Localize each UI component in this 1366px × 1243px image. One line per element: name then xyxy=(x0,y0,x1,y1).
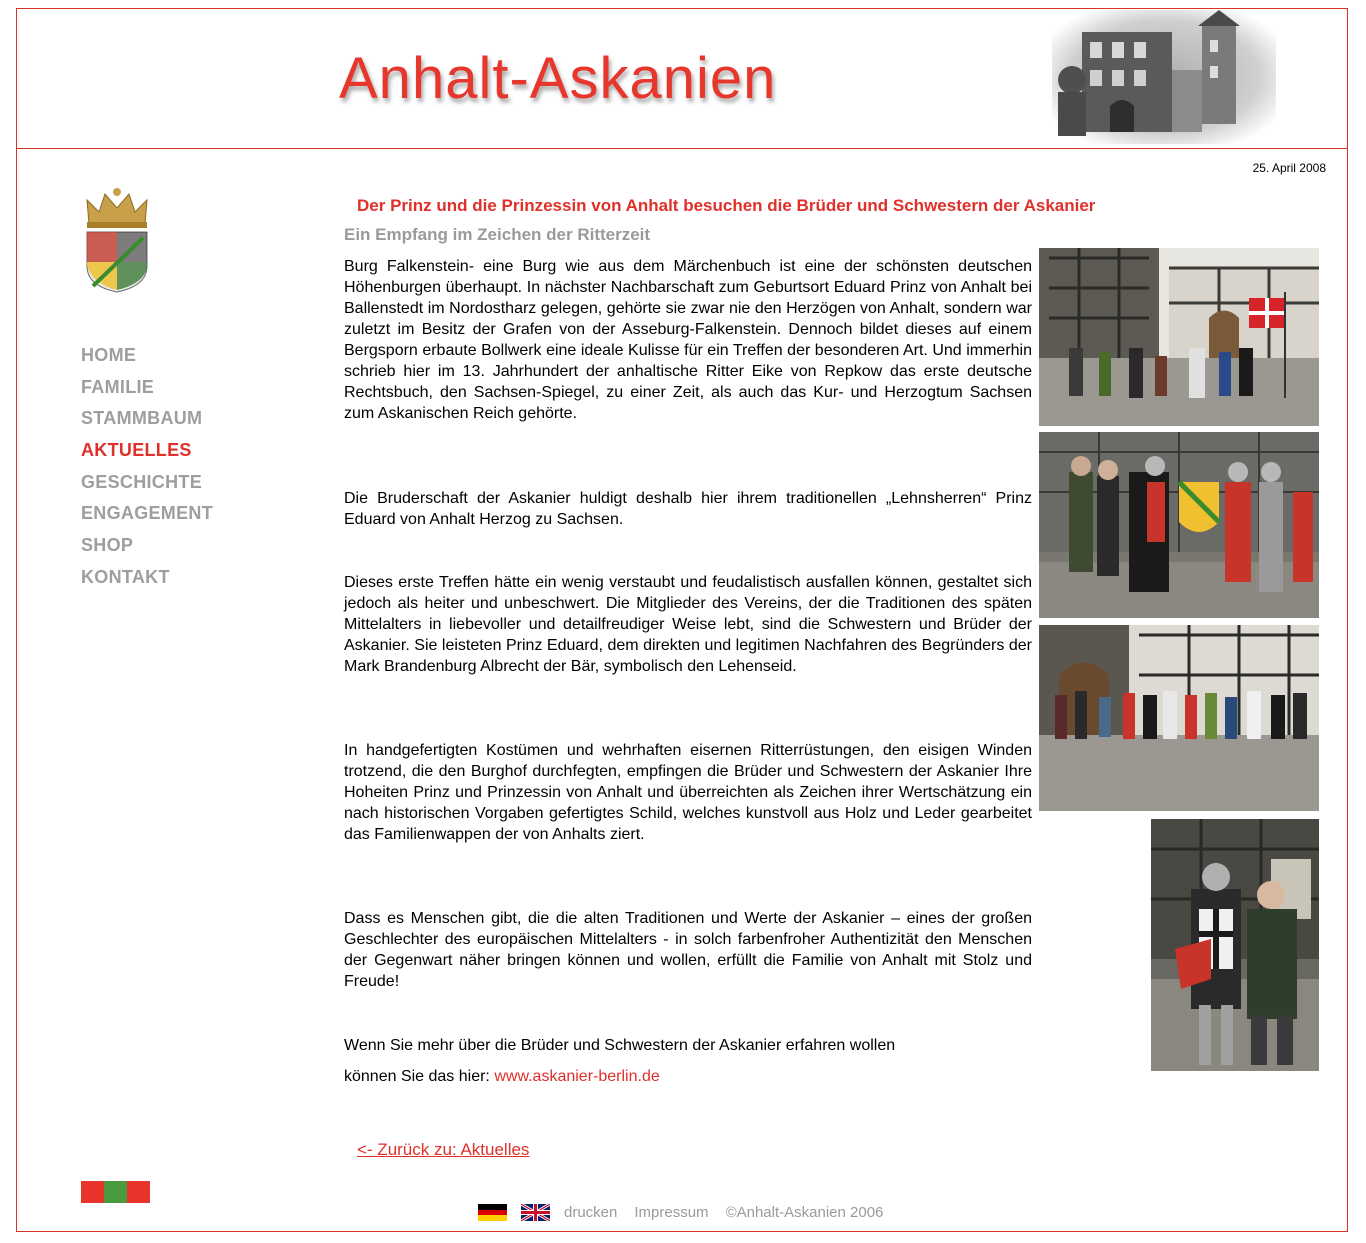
back-to-aktuelles-link[interactable]: <- Zurück zu: Aktuelles xyxy=(357,1140,530,1159)
nav-item-stammbaum[interactable]: STAMMBAUM xyxy=(81,408,203,429)
link-prefix: können Sie das hier: xyxy=(344,1068,495,1085)
site-logo[interactable]: Anhalt-Askanien xyxy=(339,46,777,111)
nav-item-shop[interactable]: SHOP xyxy=(81,535,134,556)
copyright-text: ©Anhalt-Askanien 2006 xyxy=(725,1204,884,1221)
nav-item-familie[interactable]: FAMILIE xyxy=(81,376,155,397)
more-info-text: Wenn Sie mehr über die Brüder und Schwestern der Askanier erfahren wollen xyxy=(344,1037,896,1054)
article-paragraph-4: In handgefertigten Kostümen und wehrhaften eisernen Ritterrüstungen, den eisigen Winden trotzend, die den Burghof durchfegten, empfingen die Brüder und Schwestern der Askanier Ihre Hoheiten Prinz und Prinzessin von Anhalt und überreichten als Zeichen ihrer Wertschätzung ein nach historischen Vorgaben gefertigtes Schild, welches kunstvoll aus Holz und Leder gearbeitet das Familienwappen der von Anhalts ziert. xyxy=(344,742,1032,843)
article-paragraph-2: Die Bruderschaft der Askanier huldigt deshalb hier ihrem traditionellen „Lehnsherren“ Prinz Eduard von Anhalt Herzog zu Sachsen. xyxy=(344,490,1032,528)
nav-item-kontakt[interactable]: KONTAKT xyxy=(81,566,170,587)
photo-knights-and-prince xyxy=(1039,432,1319,618)
article-title: Der Prinz und die Prinzessin von Anhalt besuchen die Brüder und Schwestern der Askanier xyxy=(357,196,1096,215)
publish-date: 25. April 2008 xyxy=(1252,161,1326,175)
nav-item-engagement[interactable]: ENGAGEMENT xyxy=(81,503,214,524)
site-footer xyxy=(478,1204,900,1221)
photo-knight-with-prince xyxy=(1151,819,1319,1071)
red-green-flag-decoration xyxy=(81,1181,150,1203)
german-flag-icon[interactable] xyxy=(478,1204,507,1221)
article-subtitle: Ein Empfang im Zeichen der Ritterzeit xyxy=(344,225,651,244)
print-link[interactable]: drucken xyxy=(564,1204,618,1221)
photo-group-in-courtyard xyxy=(1039,625,1319,811)
askanier-website-link[interactable]: www.askanier-berlin.de xyxy=(494,1068,660,1085)
article-paragraph-1: Burg Falkenstein- eine Burg wie aus dem Märchenbuch ist eine der schönsten deutschen Höhenburgen überhaupt. In nächster Nachbarschaft zum Geburtsort Eduard Prinz von Anhalt bei Ballenstedt im Nordostharz gelegen, gehörte sie zwar nie den Herzögen von Anhalt, sondern war zuletzt im Besitz der Grafen von der Asseburg-Falkenstein. Dennoch bildet dieses auf einem Bergsporn erbaute Bollwerk eine ideale Kulisse für ein Treffen der besonderen Art. Und immerhin schrieb hier im 13. Jahrhundert der anhaltische Ritter Eike von Repkow das erste deutsche Rechtsbuch, den Sachsen-Spiegel, zu einer Zeit, als auch das Kur- und Herzogtum Sachsen zum Askanischen Reich gehörte. xyxy=(344,258,1032,422)
nav-item-aktuelles[interactable]: AKTUELLES xyxy=(81,440,192,461)
nav-item-home[interactable]: HOME xyxy=(81,345,137,365)
photo-castle-courtyard-flag xyxy=(1039,248,1319,426)
main-navigation xyxy=(81,345,213,599)
article-paragraph-5: Dass es Menschen gibt, die die alten Traditionen und Werte der Askanier – eines der großen Geschlechter des europäischen Mittelalters - in solch farbenfroher Authentizität den Menschen der Gegenwart näher bringen können und wollen, erfüllt die Familie von Anhalt mit Stolz und Freude! xyxy=(344,910,1032,990)
impressum-link[interactable]: Impressum xyxy=(634,1204,709,1221)
nav-item-geschichte[interactable]: GESCHICHTE xyxy=(81,471,203,492)
castle-header-image xyxy=(1052,10,1276,144)
article-paragraph-3: Dieses erste Treffen hätte ein wenig verstaubt und feudalistisch ausfallen können, gestaltet sich jedoch als heiter und unbeschwert. Die Mitglieder des Vereins, der die Traditionen des späten Mittelalters in liebevoller und detailfreudiger Weise lebt, sind die Schwestern und Brüder der Askanier. Sie leisteten Prinz Eduard, dem direkten und legitimen Nachfahren des Begründers der Mark Brandenburg Albrecht der Bär, symbolisch den Lehenseid. xyxy=(344,574,1032,675)
uk-flag-icon[interactable] xyxy=(521,1204,550,1221)
coat-of-arms-icon xyxy=(83,186,151,294)
more-info-link-line xyxy=(344,1068,660,1086)
